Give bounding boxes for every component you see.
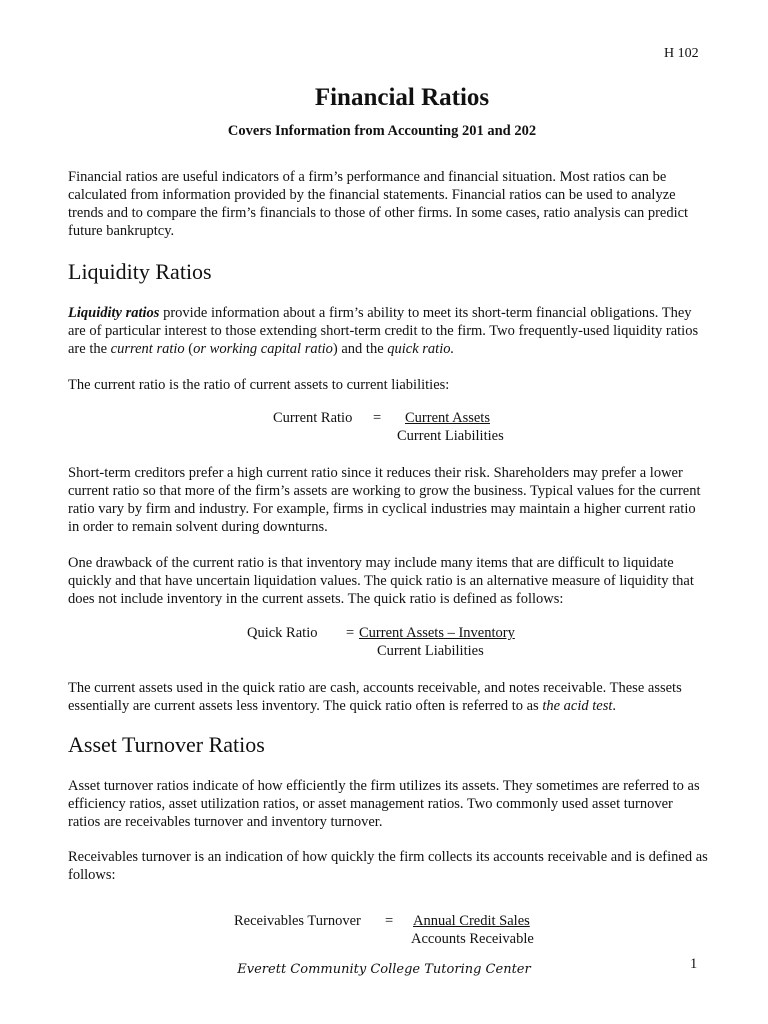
turnover-paragraph-2: Receivables turnover is an indication of how quickly the firm collects its accounts receivable and is defined as follows: (68, 849, 708, 883)
turnover-paragraph-1: Asset turnover ratios indicate of how efficiently the firm utilizes its assets. They sometimes are referred to as efficiency ratios, asset utilization ratios, or asset management ratios. Two commonly used asset turnover ratios are receivables turnover and inventory turnover. (68, 778, 700, 830)
quick-ratio-denominator: Current Liabilities (377, 643, 484, 659)
current-ratio-term: current ratio (110, 341, 185, 357)
liquidity-paragraph-1 (68, 304, 708, 358)
liquidity-paragraph-3: Short-term creditors prefer a high current ratio since it reduces their risk. Shareholders may prefer a lower current ratio so that more of the firm’s assets are working to grow the business. Typical values for the current ratio vary by firm and industry. For example, firms in cyclical industries may maintain a higher current ratio in order to remain solvent during downturns. (68, 465, 701, 535)
liquidity-heading: Liquidity Ratios (68, 259, 212, 284)
liquidity-term: Liquidity ratios (68, 305, 160, 321)
receivables-turnover-label: Receivables Turnover (234, 913, 361, 929)
page-title: Financial Ratios (314, 84, 490, 111)
liquidity-text-b: ( (184, 341, 194, 357)
current-ratio-label: Current Ratio (273, 410, 353, 426)
footer-text: Everett Community College Tutoring Center (237, 962, 531, 977)
turnover-heading: Asset Turnover Ratios (68, 732, 265, 757)
quick-ratio-equals: = (346, 625, 355, 641)
receivables-turnover-numerator: Annual Credit Sales (413, 913, 530, 929)
receivables-turnover-denominator: Accounts Receivable (411, 931, 534, 947)
liquidity-paragraph-2: The current ratio is the ratio of current assets to current liabilities: (68, 377, 450, 393)
liquidity-text-a: provide information about a firm’s ability to meet its short-term financial obligations. They are of particular interest to those extending short-term credit to the firm. Two frequently-used liquidity ratios are the (68, 305, 699, 357)
document-code: H 102 (664, 46, 699, 61)
liquidity-paragraph-5 (68, 679, 708, 715)
page-number: 1 (690, 956, 698, 972)
quick-ratio-numerator: Current Assets – Inventory (359, 625, 515, 641)
acid-test-text-a: The current assets used in the quick ratio are cash, accounts receivable, and notes receivable. These assets essentially are current assets less inventory. The quick ratio often is referred to as (68, 680, 682, 714)
current-ratio-equals: = (373, 410, 382, 426)
acid-test-text-b: . (612, 698, 617, 714)
acid-test-term: the acid test (542, 698, 613, 714)
liquidity-paragraph-4: One drawback of the current ratio is that inventory may include many items that are difficult to liquidate quickly and that have uncertain liquidation values. The quick ratio is an alternative measure of liquidity that does not include inventory in the current assets. The quick ratio is defined as follows: (68, 555, 694, 607)
page-subtitle: Covers Information from Accounting 201 and 202 (227, 123, 537, 139)
receivables-turnover-equals: = (385, 913, 394, 929)
intro-paragraph: Financial ratios are useful indicators of a firm’s performance and financial situation. Most ratios can be calculated from information provided by the financial statements. Financial ratios can be used to analyze trends and to compare the firm’s financials to those of other firms. In some cases, ratio analysis can predict future bankruptcy. (68, 169, 689, 239)
liquidity-text-c: ) and the (332, 341, 388, 357)
quick-ratio-term: quick ratio. (387, 341, 455, 357)
quick-ratio-label: Quick Ratio (247, 625, 318, 641)
working-capital-term: or working capital ratio (193, 341, 333, 357)
current-ratio-denominator: Current Liabilities (397, 428, 504, 444)
current-ratio-numerator: Current Assets (405, 410, 490, 426)
